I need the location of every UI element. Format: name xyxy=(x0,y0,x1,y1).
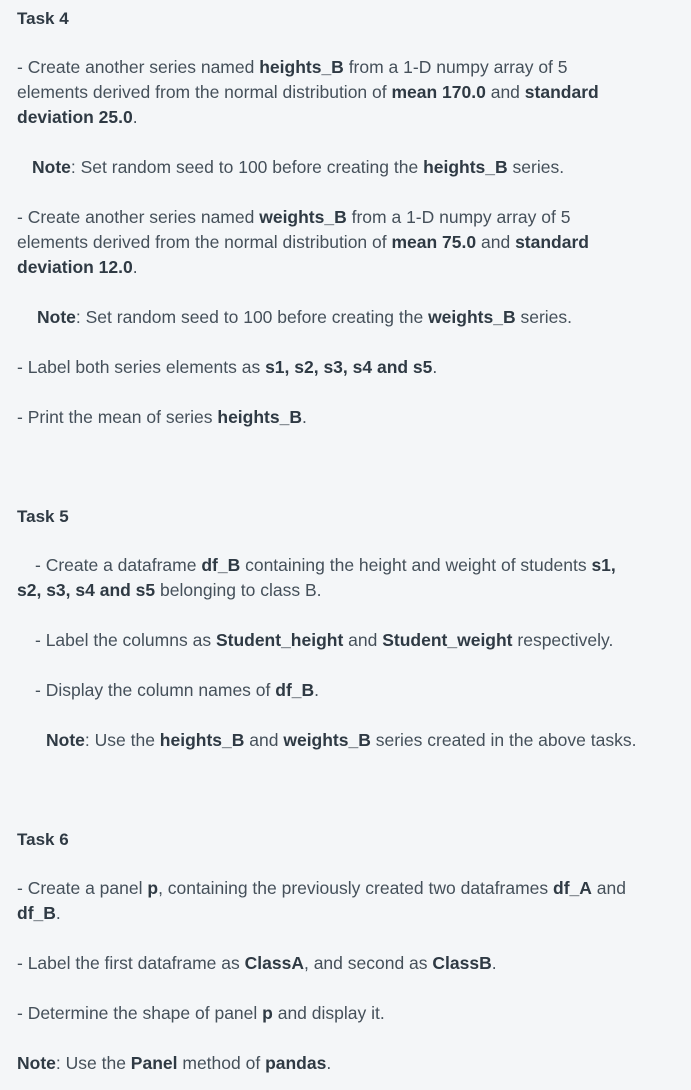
bold-text: df_B xyxy=(17,903,56,923)
bold-text: mean 75.0 xyxy=(391,232,477,252)
bold-text: p xyxy=(147,878,159,898)
bold-text: weights_B xyxy=(428,307,516,327)
note-label: Note xyxy=(17,1053,56,1073)
task-4-line-7 xyxy=(17,355,679,380)
text: - Create another series named xyxy=(17,207,260,227)
task-6-line-2 xyxy=(17,901,679,926)
bold-text: df_B xyxy=(275,680,315,700)
bold-text: df_A xyxy=(553,878,592,898)
text: : Use the xyxy=(55,1053,131,1073)
task-5-title: Task 5 xyxy=(17,507,69,526)
task-4-line-1 xyxy=(17,55,679,80)
task-4-line-2 xyxy=(17,80,679,105)
task-6-line-1 xyxy=(17,876,679,901)
bold-text: deviation 12.0 xyxy=(17,257,133,277)
text: . xyxy=(132,257,138,277)
text: . xyxy=(432,357,438,377)
task-6-line-4 xyxy=(17,1001,679,1026)
text: from a 1-D numpy array of 5 xyxy=(346,207,571,227)
text: and xyxy=(476,232,516,252)
task-5-line-1 xyxy=(35,553,679,578)
bold-text: heights_B xyxy=(159,730,245,750)
text: : Use the xyxy=(84,730,160,750)
text: - Label the columns as xyxy=(35,630,216,650)
bold-text: heights_B xyxy=(217,407,302,427)
text: from a 1-D numpy array of 5 xyxy=(343,57,568,77)
text: : Set random seed to 100 before creating the xyxy=(70,157,424,177)
bold-text: weights_B xyxy=(259,207,347,227)
task-4-line-4 xyxy=(17,205,679,230)
task-5-line-2 xyxy=(17,578,679,603)
note-label: Note xyxy=(32,157,71,177)
text: . xyxy=(301,407,307,427)
text: series. xyxy=(515,307,572,327)
text: , containing the previously created two dataframes xyxy=(158,878,554,898)
bold-text: heights_B xyxy=(423,157,508,177)
task-6-note xyxy=(17,1051,679,1076)
task-4-line-6 xyxy=(17,255,679,280)
task-4-note-2 xyxy=(37,305,679,330)
text: : Set random seed to 100 before creating the xyxy=(75,307,429,327)
bold-text: Student_height xyxy=(215,630,344,650)
text: method of xyxy=(177,1053,266,1073)
text: - Create a dataframe xyxy=(35,555,202,575)
text: - Label the first dataframe as xyxy=(17,953,245,973)
text: and display it. xyxy=(272,1003,385,1023)
text: . xyxy=(326,1053,332,1073)
bold-text: standard xyxy=(515,232,589,252)
bold-text: weights_B xyxy=(283,730,371,750)
text: elements derived from the normal distribution of xyxy=(17,82,392,102)
task-6-title: Task 6 xyxy=(17,830,69,849)
text: - Label both series elements as xyxy=(17,357,266,377)
text: and xyxy=(485,82,525,102)
text: belonging to class B. xyxy=(155,580,322,600)
text: , and second as xyxy=(303,953,433,973)
task-5-note xyxy=(46,728,679,753)
bold-text: Panel xyxy=(130,1053,178,1073)
text: - Create another series named xyxy=(17,57,260,77)
bold-text: standard xyxy=(524,82,599,102)
bold-text: mean 170.0 xyxy=(391,82,486,102)
task-5-line-4 xyxy=(35,678,679,703)
bold-text: heights_B xyxy=(259,57,344,77)
bold-text: s2, s3, s4 and s5 xyxy=(17,580,156,600)
text: . xyxy=(55,903,61,923)
text: and xyxy=(343,630,383,650)
bold-text: s1, xyxy=(591,555,616,575)
task-4-line-5 xyxy=(17,230,679,255)
text: - Display the column names of xyxy=(35,680,276,700)
task-4-line-3 xyxy=(17,105,679,130)
task-4-line-8 xyxy=(17,405,679,430)
note-label: Note xyxy=(37,307,76,327)
text: series. xyxy=(507,157,565,177)
text: and xyxy=(591,878,626,898)
task-4-note-1 xyxy=(32,155,679,180)
bold-text: Student_weight xyxy=(382,630,513,650)
note-label: Note xyxy=(46,730,85,750)
task-5-line-3 xyxy=(35,628,679,653)
bold-text: ClassB xyxy=(432,953,492,973)
text: respectively. xyxy=(512,630,614,650)
text: . xyxy=(132,107,138,127)
task-6-line-3 xyxy=(17,951,679,976)
bold-text: p xyxy=(262,1003,273,1023)
bold-text: deviation 25.0 xyxy=(17,107,133,127)
text: - Create a panel xyxy=(17,878,148,898)
text: elements derived from the normal distribution of xyxy=(17,232,392,252)
text: series created in the above tasks. xyxy=(370,730,637,750)
text: - Print the mean of series xyxy=(17,407,218,427)
text: and xyxy=(244,730,284,750)
bold-text: s1, s2, s3, s4 and s5 xyxy=(265,357,433,377)
text: containing the height and weight of students xyxy=(240,555,592,575)
text: - Determine the shape of panel xyxy=(17,1003,263,1023)
bold-text: df_B xyxy=(201,555,241,575)
bold-text: pandas xyxy=(265,1053,327,1073)
text: . xyxy=(491,953,497,973)
bold-text: ClassA xyxy=(244,953,304,973)
text: . xyxy=(314,680,320,700)
task-4-title: Task 4 xyxy=(17,9,69,28)
